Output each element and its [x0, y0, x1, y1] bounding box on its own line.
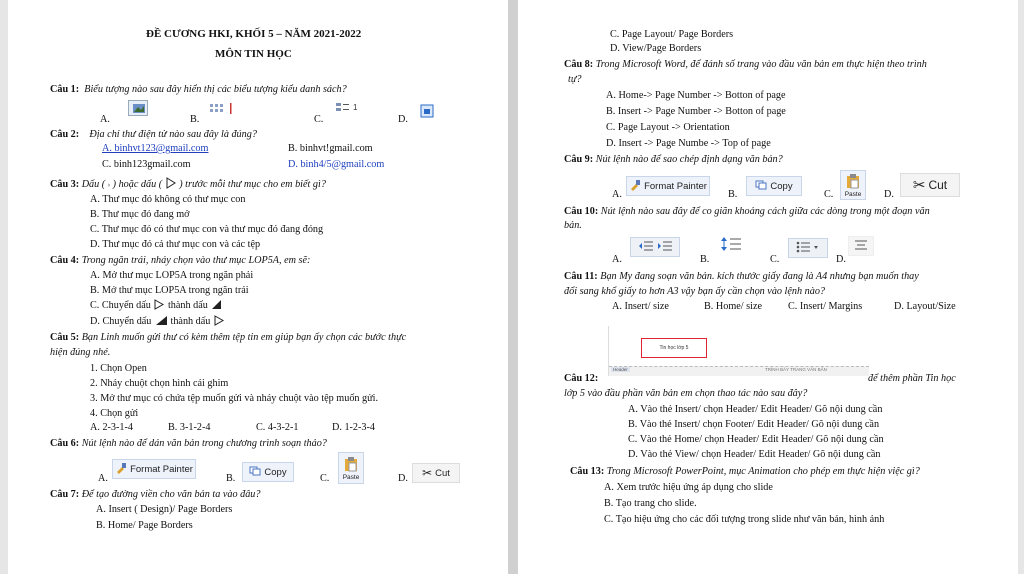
q1-option-a: A.: [100, 114, 110, 125]
scissors-icon: ✂: [422, 466, 433, 480]
scissors-icon: ✂: [912, 177, 926, 194]
q3-option-c: C. Thư mục đó có thư mục con và thư mục đó đang đóng: [90, 224, 324, 235]
expand-triangle-icon: [165, 177, 177, 193]
q11-option-d: D. Layout/Size: [894, 301, 956, 312]
q1-option-d: D.: [398, 114, 408, 125]
question-text: Trong ngăn trái, nháy chọn vào thư mục LOP5A, em sẽ:: [81, 255, 311, 266]
paste-button: Paste: [338, 452, 364, 484]
question-number: Câu 12:: [564, 373, 599, 384]
header-tag: Header: [613, 367, 628, 372]
question-12-cont: lớp 5 vào đầu phần văn bản em chọn thao tác nào sau đây?: [564, 388, 808, 399]
copy-icon: [755, 180, 767, 193]
question-6: [50, 437, 327, 450]
q3-option-b: B. Thư mục đó đang mở: [90, 209, 190, 220]
paste-button: Paste: [840, 170, 866, 200]
indent-buttons: [630, 237, 680, 257]
hollow-triangle-icon: [153, 299, 165, 314]
question-number: Câu 1:: [50, 84, 80, 95]
question-1: [50, 83, 347, 96]
q7-option-c: C. Page Layout/ Page Borders: [610, 29, 734, 40]
q7-option-a: A. Insert ( Design)/ Page Borders: [96, 504, 233, 515]
copy-button: Copy: [746, 176, 802, 196]
q13-option-c: C. Tạo hiệu ứng cho các đối tượng trong slide như văn bản, hình ảnh: [604, 514, 885, 525]
question-2: [50, 128, 257, 141]
header-preview-image: [608, 326, 868, 376]
q11-option-c: C. Insert/ Margins: [788, 301, 863, 312]
question-number: Câu 9:: [564, 154, 594, 165]
question-number: Câu 2:: [50, 129, 80, 140]
q11-option-b: B. Home/ size: [704, 301, 763, 312]
decrease-indent-icon: [638, 240, 654, 255]
small-icons-view-icon: [208, 102, 234, 116]
q4-option-d: D. Chuyển dấu thành dấu: [90, 315, 225, 330]
q9-option-d: D.: [884, 189, 894, 200]
cut-button: ✂ Cut: [900, 173, 960, 197]
q4-option-b: B. Mở thư mục LOP5A trong ngăn trái: [90, 285, 249, 296]
q2-option-c: C. binh123gmail.com: [102, 159, 191, 170]
question-number: Câu 8:: [564, 59, 594, 70]
question-12: [564, 372, 598, 385]
question-text: Nút lệnh nào để dán văn bản trong chương trình soạn thảo?: [81, 438, 327, 449]
q5-option-d: D. 1-2-3-4: [332, 422, 376, 433]
doc-title: ĐỀ CƯƠNG HKI, KHỐI 5 – NĂM 2021-2022: [146, 28, 362, 40]
question-number: Câu 3:: [50, 179, 80, 190]
question-12-text-after: để thêm phần Tin học: [868, 373, 956, 384]
q2-option-a: A. binhvt123@gmail.com: [102, 143, 209, 154]
question-number: Câu 4:: [50, 255, 80, 266]
q12-option-c: C. Vào thẻ Home/ chọn Header/ Edit Header/ Gõ nội dung cần: [628, 434, 884, 445]
question-number: Câu 7:: [50, 489, 80, 500]
question-8-cont: tự?: [568, 74, 582, 85]
list-view-icon: [334, 101, 360, 116]
copy-button: Copy: [242, 462, 294, 482]
question-13: [570, 465, 920, 478]
q5-step: 2. Nháy chuột chọn hình cái ghim: [90, 378, 229, 389]
format-painter-button: Format Painter: [626, 176, 710, 196]
large-icons-view-icon: [128, 100, 148, 116]
q3-option-d: D. Thư mục đó cả thư mục con và các tệp: [90, 239, 261, 250]
q6-option-c: C.: [320, 473, 330, 484]
bullet-list-icon: [796, 241, 820, 256]
hollow-triangle-icon: [213, 315, 225, 330]
question-4: [50, 254, 310, 267]
brush-icon: [629, 179, 641, 194]
q8-option-d: D. Insert -> Page Numbe -> Top of page: [606, 138, 771, 149]
doc-subtitle: MÔN TIN HỌC: [215, 48, 292, 60]
q5-option-c: C. 4-3-2-1: [256, 422, 299, 433]
document-page-left: [8, 0, 508, 574]
q2-option-b: B. binhvt!gmail.com: [288, 143, 373, 154]
question-text: Trong Microsoft Word, để đánh số trang vào đầu văn bản em thực hiện theo trình: [595, 59, 927, 70]
question-number: Câu 6:: [50, 438, 80, 449]
format-painter-button: Format Painter: [112, 459, 196, 479]
question-text: Bạn My đang soạn văn bản. kích thước giấy đang là A4 nhưng bạn muốn thay: [600, 271, 919, 282]
q5-step: 1. Chọn Open: [90, 363, 147, 374]
question-11-cont: đổi sang khổ giấy to hơn A3 vậy bạn ấy cần chọn vào lệnh nào?: [564, 286, 826, 297]
question-9: [564, 153, 783, 166]
question-5-cont: hiện đúng nhé.: [50, 347, 111, 358]
q12-option-b: B. Vào thẻ Insert/ chọn Footer/ Edit Header/ Gõ nội dung cần: [628, 419, 880, 430]
clipboard-icon: [845, 173, 861, 191]
q12-option-d: D. Vào thẻ View/ chọn Header/ Edit Header/ Gõ nội dung cần: [628, 449, 881, 460]
filled-triangle-icon: [210, 299, 222, 314]
question-text: Nút lệnh nào để sao chép định dạng văn bản?: [595, 154, 783, 165]
question-10-cont: bản.: [564, 220, 582, 231]
q2-option-d: D. binh4/5@gmail.com: [288, 159, 385, 170]
question-number: Câu 13:: [570, 466, 605, 477]
svg-text:1: 1: [353, 103, 358, 112]
question-8: [564, 58, 927, 71]
clipboard-icon: [343, 456, 359, 474]
q6-option-d: D.: [398, 473, 408, 484]
question-number: Câu 10:: [564, 206, 599, 217]
q4-option-c: C. Chuyển dấu thành dấu: [90, 299, 222, 314]
filled-triangle-icon: [154, 315, 168, 330]
header-bar: [609, 366, 869, 376]
q1-option-b: B.: [190, 114, 200, 125]
copy-icon: [249, 466, 261, 479]
question-3: [50, 177, 326, 193]
q13-option-a: A. Xem trước hiệu ứng áp dụng cho slide: [604, 482, 773, 493]
question-11: [564, 270, 919, 283]
question-text-part: ) hoặc dấu (: [112, 179, 163, 190]
q10-option-d: D.: [836, 254, 846, 265]
brush-icon: [115, 462, 127, 477]
question-number: Câu 11:: [564, 271, 598, 282]
document-page-right: [518, 0, 1018, 574]
page-gap: [508, 0, 518, 574]
question-5: [50, 331, 406, 344]
q9-option-a: A.: [612, 189, 622, 200]
q8-option-a: A. Home-> Page Number -> Botton of page: [606, 90, 786, 101]
q5-step: 3. Mở thư mục có chứa tệp muốn gửi và nháy chuột vào tệp muốn gửi.: [90, 393, 379, 404]
question-text: Địa chỉ thư điện tử nào sau đây là đúng?: [89, 129, 257, 140]
q4-option-a: A. Mở thư mục LOP5A trong ngăn phải: [90, 270, 254, 281]
q12-option-a: A. Vào thẻ Insert/ chọn Header/ Edit Header/ Gõ nội dung cần: [628, 404, 883, 415]
increase-indent-icon: [657, 240, 673, 255]
q6-option-a: A.: [98, 473, 108, 484]
line-spacing-icon: [721, 236, 743, 255]
details-view-icon: [420, 104, 434, 118]
align-center-icon: [854, 239, 868, 254]
question-text-part: Dấu (: [81, 179, 106, 190]
collapsed-arrow-icon: ›: [107, 181, 111, 189]
question-text: Trong Microsoft PowerPoint, mục Animation cho phép em thực hiện việc gì?: [606, 466, 920, 477]
question-text-part: ) trước mỗi thư mục cho em biết gì?: [179, 179, 326, 190]
header-right-text: TRÌNH BÀY TRANG VĂN BẢN: [765, 367, 827, 372]
q13-option-b: B. Tạo trang cho slide.: [604, 498, 697, 509]
header-sample-box: Tin học lớp 5: [641, 338, 707, 358]
q8-option-c: C. Page Layout -> Orientation: [606, 122, 730, 133]
question-number: Câu 5:: [50, 332, 80, 343]
q5-step: 4. Chọn gửi: [90, 408, 139, 419]
question-7: [50, 488, 260, 501]
q10-option-c: C.: [770, 254, 780, 265]
align-button: [848, 236, 874, 256]
q6-option-b: B.: [226, 473, 236, 484]
cut-button: ✂ Cut: [412, 463, 460, 483]
question-10: [564, 205, 930, 218]
question-text: Để tạo đường viền cho văn bản ta vào đâu?: [81, 489, 261, 500]
q8-option-b: B. Insert -> Page Number -> Botton of page: [606, 106, 786, 117]
q5-option-b: B. 3-1-2-4: [168, 422, 211, 433]
question-text: Nút lệnh nào sau đây để co giãn khoảng cách giữa các dòng trong một đoạn văn: [600, 206, 930, 217]
line-spacing-button: [714, 234, 750, 256]
q7-option-b: B. Home/ Page Borders: [96, 520, 193, 531]
q9-option-c: C.: [824, 189, 834, 200]
q9-option-b: B.: [728, 189, 738, 200]
q1-option-c: C.: [314, 114, 324, 125]
q5-option-a: A. 2-3-1-4: [90, 422, 134, 433]
question-text: Biểu tượng nào sau đây hiển thị các biểu tượng kiểu danh sách?: [84, 84, 347, 95]
q10-option-a: A.: [612, 254, 622, 265]
q3-option-a: A. Thư mục đó không có thư mục con: [90, 194, 246, 205]
q11-option-a: A. Insert/ size: [612, 301, 669, 312]
question-text: Bạn Linh muốn gửi thư có kèm thêm tệp tin em giúp bạn ấy chọn các bước thực: [81, 332, 407, 343]
q7-option-d: D. View/Page Borders: [610, 43, 702, 54]
q10-option-b: B.: [700, 254, 710, 265]
bullets-button: [788, 238, 828, 258]
